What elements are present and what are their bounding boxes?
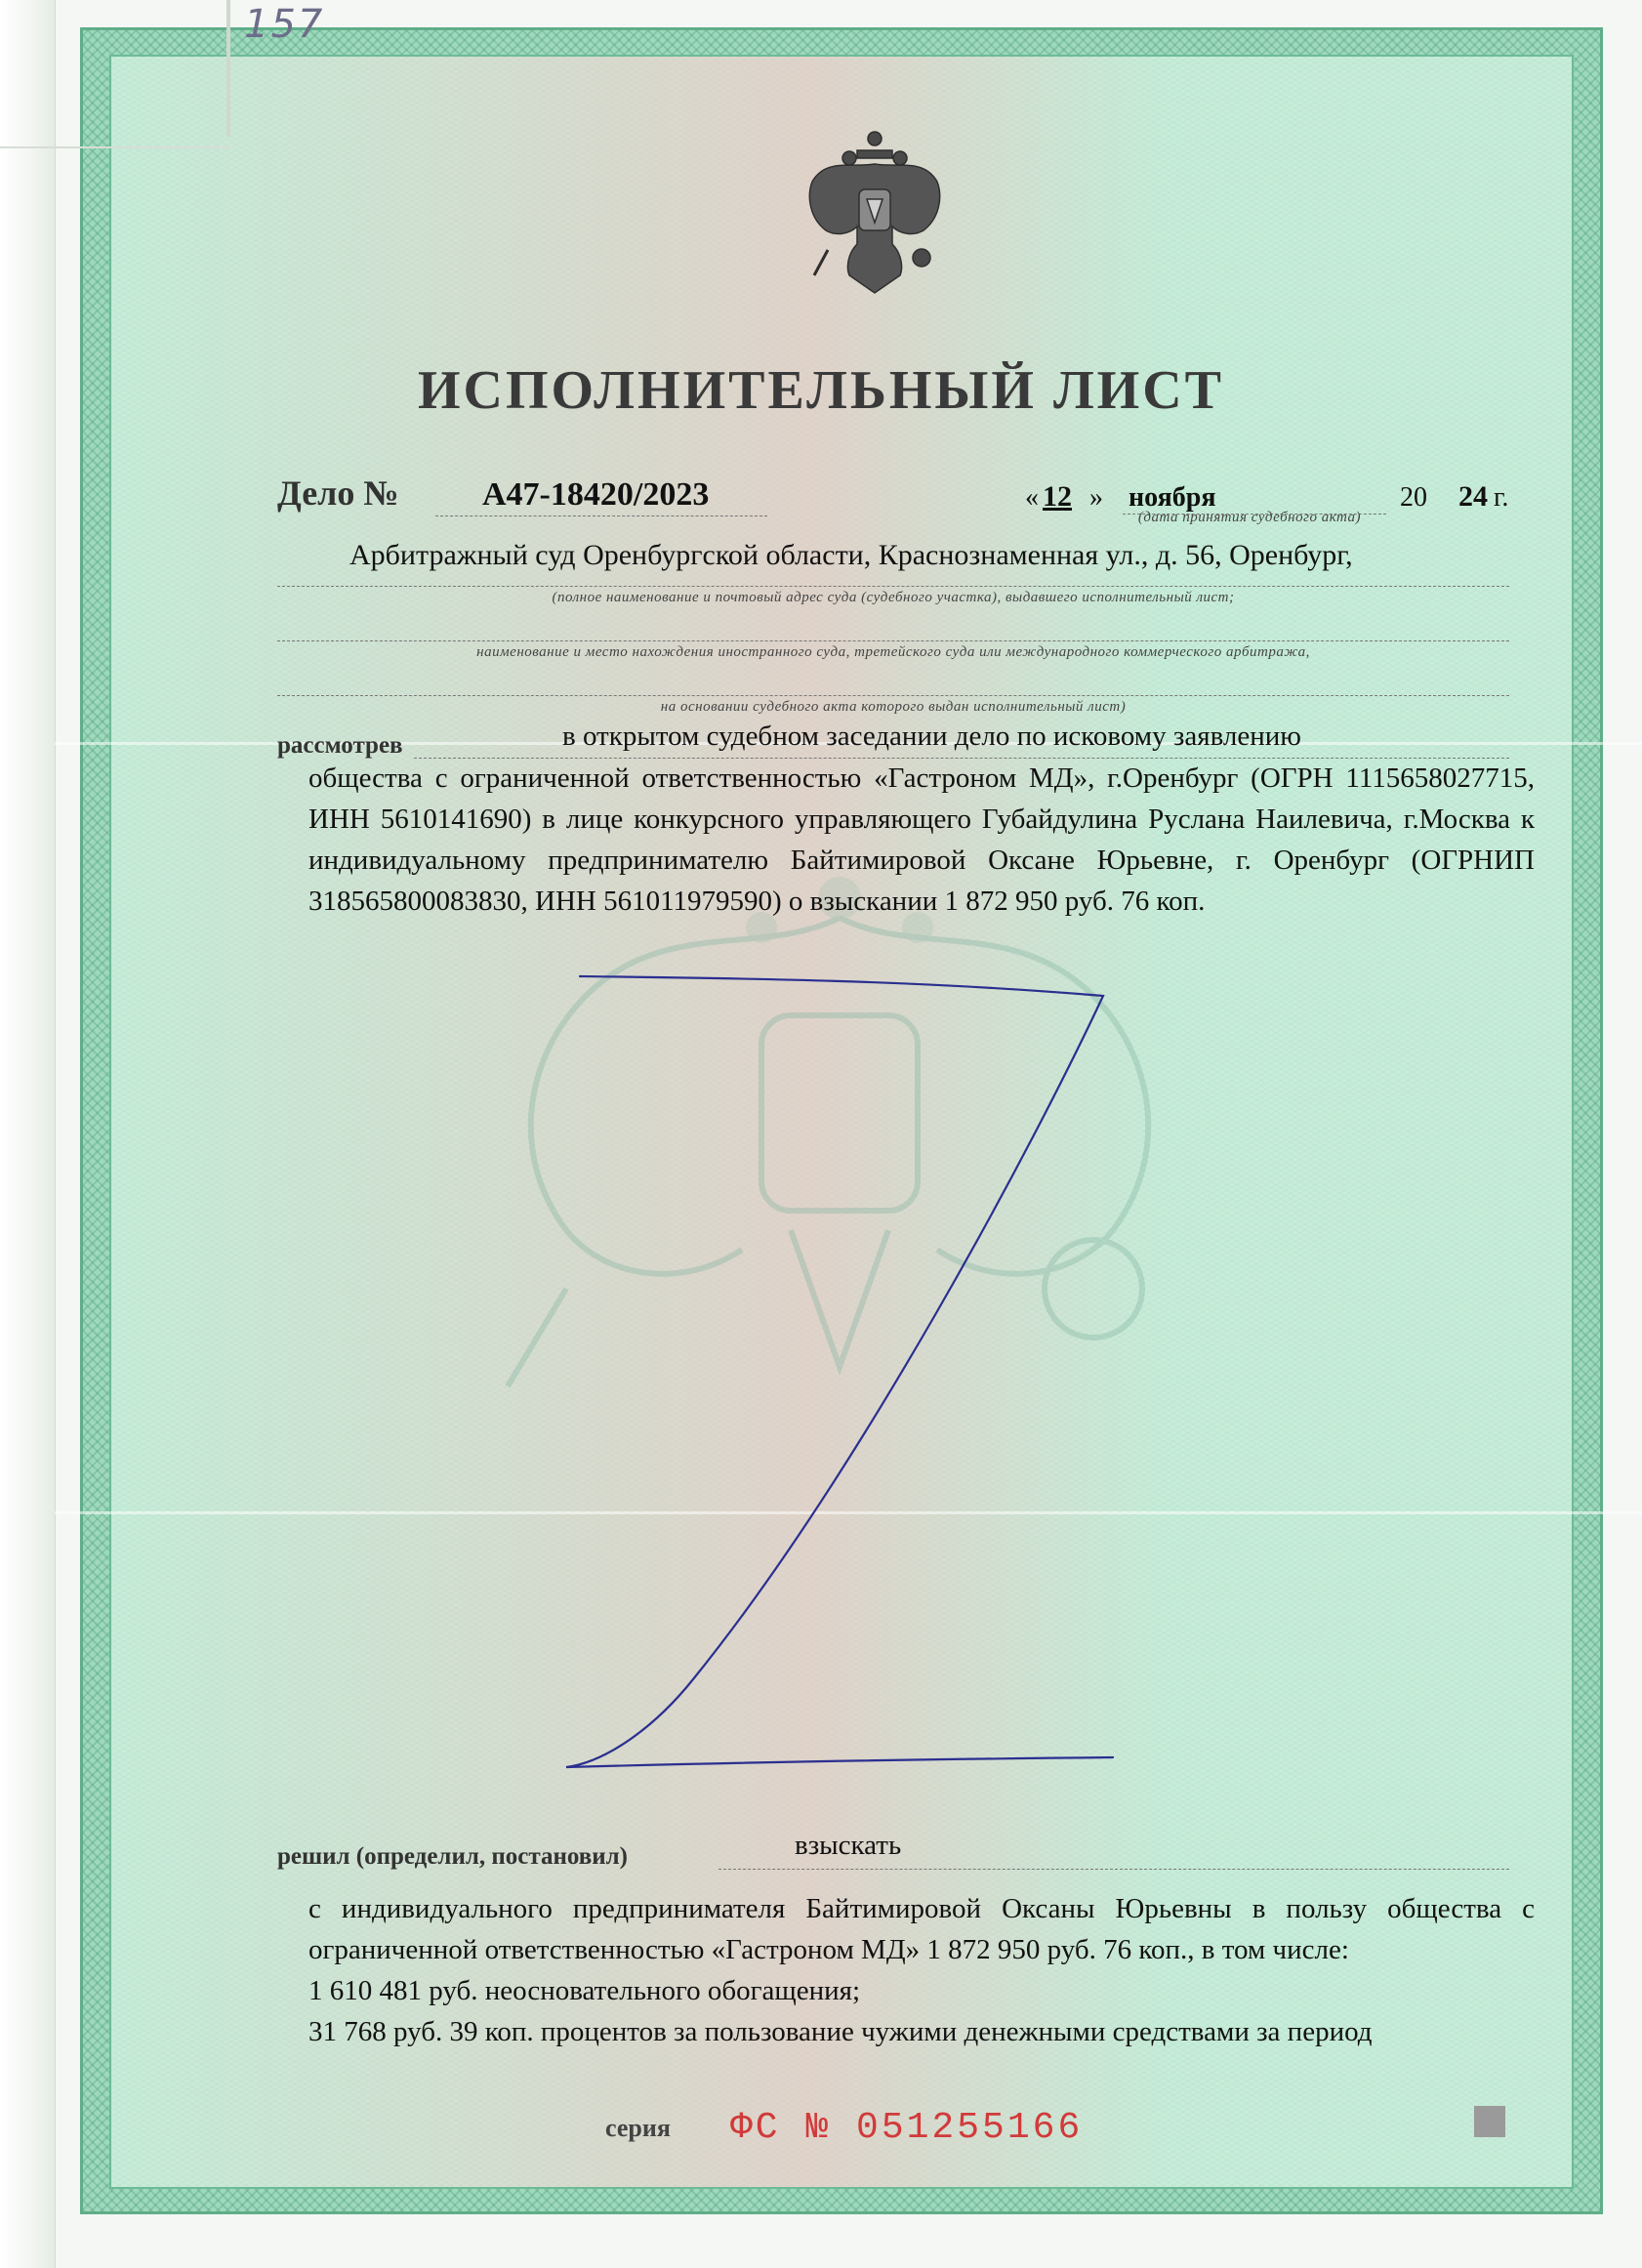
decided-body (308, 1888, 1535, 2052)
coat-of-arms-icon (806, 129, 943, 301)
paper-edge (0, 0, 56, 2268)
case-label: Дело № (277, 474, 399, 513)
case-number: А47-18420/2023 (482, 476, 710, 513)
fold-mark (226, 0, 230, 137)
foreign-court-underline (277, 640, 1509, 641)
foreign-court-caption: наименование и место нахождения иностранного суда, третейского суда или международного коммерческого арбитража, (476, 644, 1310, 660)
handwritten-note: 157 (244, 2, 325, 47)
year-unit: г. (1494, 482, 1509, 513)
series-number: ФС № 051255166 (730, 2107, 1084, 2149)
series-label: серия (605, 2114, 671, 2142)
court-underline (277, 586, 1509, 587)
year-suffix: 24 (1458, 480, 1488, 513)
decided-body-text: с индивидуального предпринимателя Байтимировой Оксаны Юрьевны в пользу общества с ограниченной ответственностью «Гастроном МД» 1 872 950 руб. 76 коп., в том числе: (308, 1893, 1535, 1965)
date-caption: (дата принятия судебного акта) (1137, 510, 1362, 525)
fold-mark (0, 146, 234, 148)
date-day: 12 (1043, 480, 1072, 513)
date-close-quote: » (1089, 482, 1103, 513)
considered-body-text: общества с ограниченной ответственностью «Гастроном МД», г.Оренбург (ОГРН 1115658027715, ИНН 5610141690) в лице конкурсного управляющего Губайдулина Руслана Наилевича, г.Москва к индивидуальному предпринимателю Байтимировой Оксане Юрьевне, г. Оренбург (ОГРНИП 318565800083830, ИНН 561011979590) о взыскании 1 872 950 руб. 76 коп. (308, 763, 1535, 917)
considered-inline-text: в открытом судебном заседании дело по исковому заявлению (562, 721, 1301, 752)
decided-label: решил (определил, постановил) (277, 1843, 629, 1870)
decided-underline (718, 1869, 1509, 1870)
basis-underline (277, 695, 1509, 696)
considered-label: рассмотрев (277, 732, 403, 759)
date-open-quote: « (1025, 482, 1039, 513)
decided-line-1: 1 610 481 руб. неосновательного обогащения; (308, 1975, 861, 2006)
case-underline (435, 515, 767, 516)
court-name: Арбитражный суд Оренбургской области, Краснознаменная ул., д. 56, Оренбург, (349, 539, 1353, 571)
decided-line-2: 31 768 руб. 39 коп. процентов за пользование чужими денежными средствами за период (308, 2016, 1373, 2047)
date-month: ноября (1129, 482, 1216, 513)
basis-caption: на основании судебного акта которого выдан исполнительный лист) (660, 699, 1127, 715)
handwritten-z-stroke (547, 967, 1132, 1787)
court-caption: (полное наименование и почтовый адрес суда (судебного участка), выдавшего исполнительный лист; (552, 590, 1235, 605)
document-title: ИСПОЛНИТЕЛЬНЫЙ ЛИСТ (417, 360, 1225, 421)
barcode-square-icon (1474, 2106, 1505, 2137)
decided-inline-text: взыскать (795, 1830, 902, 1861)
considered-body (308, 758, 1535, 922)
year-prefix: 20 (1400, 482, 1427, 513)
